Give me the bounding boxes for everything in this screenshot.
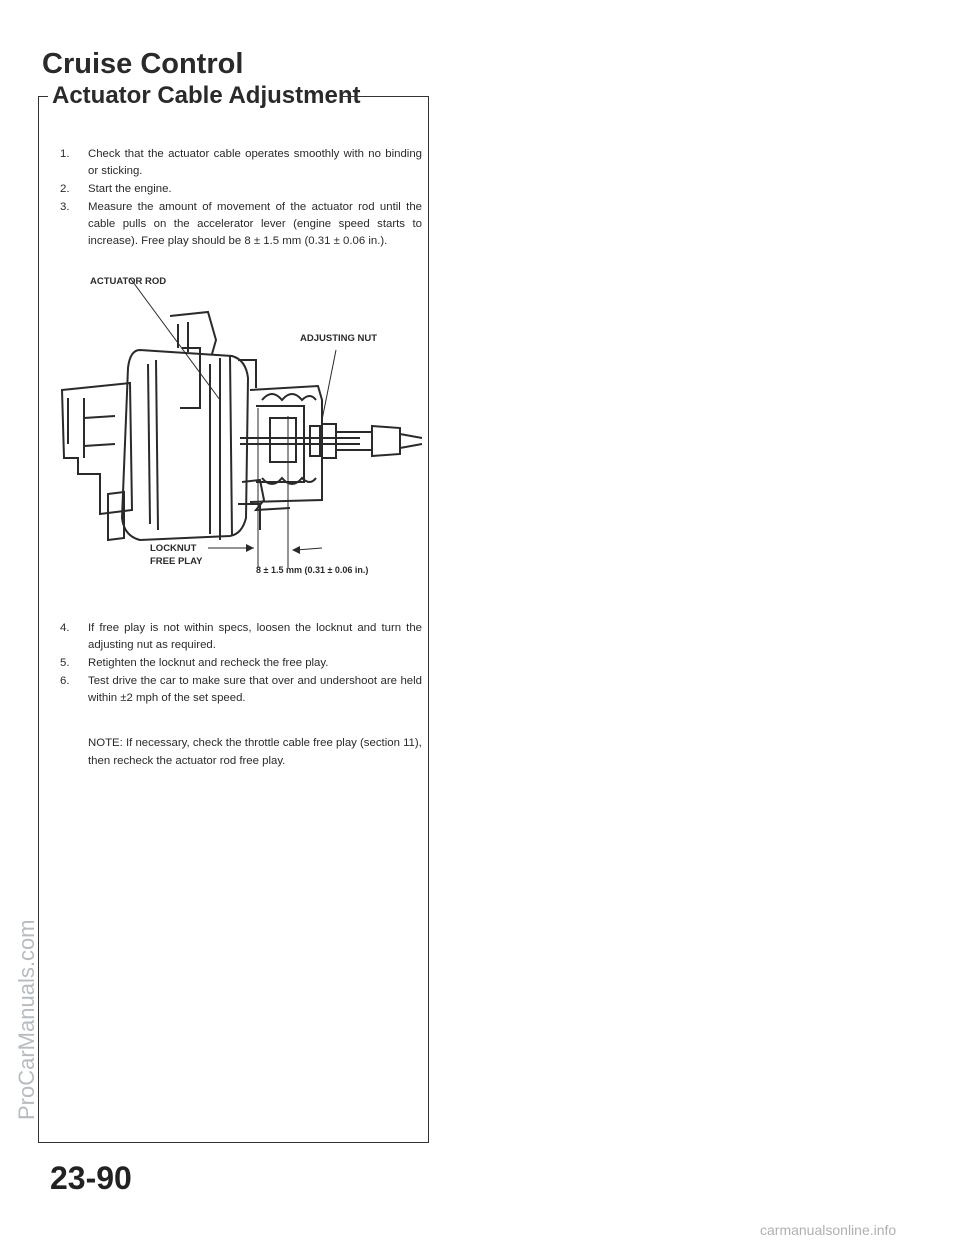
adjusting-nut-shape <box>322 424 336 458</box>
step-item: 4. If free play is not within specs, loosen the locknut and turn the adjusting nut as required. <box>60 622 422 651</box>
frame-top-right <box>340 96 428 97</box>
label-actuator-rod: ACTUATOR ROD <box>90 276 167 287</box>
frame-bottom <box>38 1142 429 1143</box>
steps-list-b <box>60 620 422 708</box>
locknut-shape <box>310 426 320 456</box>
steps-list-a <box>60 146 422 251</box>
label-locknut: LOCKNUT <box>150 543 197 554</box>
actuator-canister <box>122 350 248 540</box>
step-item: 5. Retighten the locknut and recheck the free play. <box>60 657 329 669</box>
bracket-body <box>62 383 132 514</box>
frame-top-left <box>38 96 48 97</box>
frame-right <box>428 96 429 1142</box>
step-item: 6. Test drive the car to make sure that over and undershoot are held within ±2 mph of the set speed. <box>60 675 422 704</box>
page-number: 23-90 <box>50 1160 132 1196</box>
section-title: Actuator Cable Adjustment <box>52 82 361 109</box>
actuator-diagram <box>60 268 430 583</box>
label-free-play: FREE PLAY <box>150 556 203 567</box>
actuator-figure <box>60 268 430 583</box>
label-free-play-value: 8 ± 1.5 mm (0.31 ± 0.06 in.) <box>256 565 369 575</box>
watermark-left: ProCarManuals.com <box>14 919 39 1120</box>
label-adjusting-nut: ADJUSTING NUT <box>300 333 378 344</box>
note-text: NOTE: If necessary, check the throttle cable free play (section 11), then recheck the actuator rod free play. <box>88 737 422 767</box>
step-item: 3. Measure the amount of movement of the actuator rod until the cable pulls on the accelerator lever (engine speed starts to increase). Free play should be 8 ± 1.5 mm (0.31 ± 0.06 in.). <box>60 201 422 247</box>
step-item: 1. Check that the actuator cable operates smoothly with no binding or sticking. <box>60 148 422 177</box>
watermark-bottom: carmanualsonline.info <box>760 1222 897 1238</box>
step-item: 2. Start the engine. <box>60 183 172 195</box>
page-header: Cruise Control <box>42 48 244 80</box>
